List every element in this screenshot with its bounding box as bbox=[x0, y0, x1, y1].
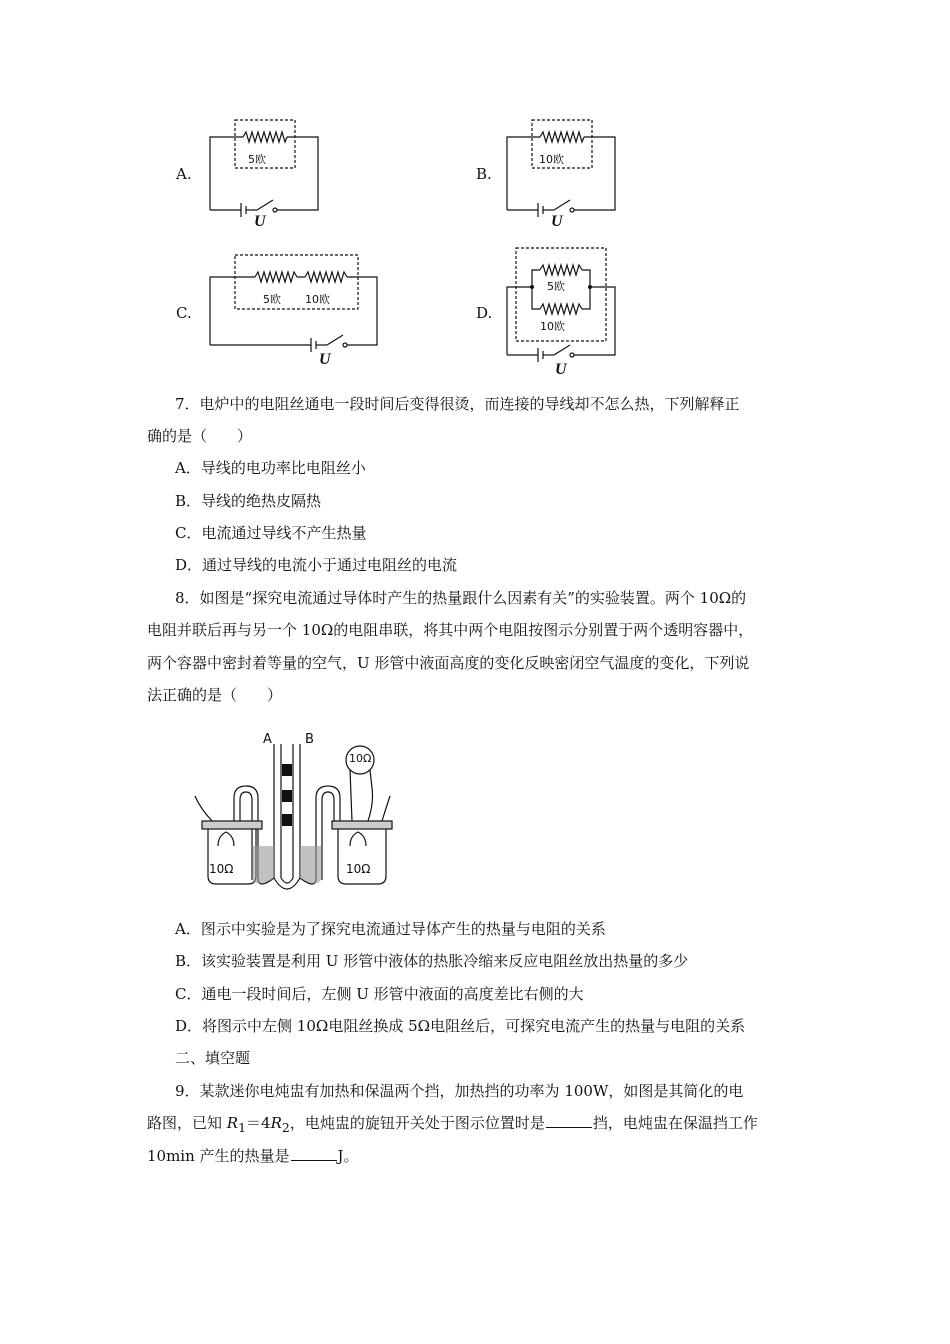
q8-stem-line4: 法正确的是（ ） bbox=[147, 686, 283, 704]
resistor-label-b: 10欧 bbox=[539, 153, 564, 166]
q9-text: J。 bbox=[337, 1147, 359, 1165]
top-resistor-label: 10Ω bbox=[349, 752, 372, 765]
q7-option-b: B．导线的绝热皮隔热 bbox=[175, 492, 322, 510]
q7-option-a: A．导线的电功率比电阻丝小 bbox=[175, 459, 366, 477]
q9-stem-line1: 9．某款迷你电炖盅有加热和保温两个挡，加热挡的功率为 100W，如图是其简化的电 bbox=[175, 1082, 744, 1100]
q7-option-d: D．通过导线的电流小于通过电阻丝的电流 bbox=[175, 556, 458, 574]
answer-blank-1[interactable] bbox=[546, 1113, 592, 1128]
q8-stem-line2: 电阻并联后再与另一个 10Ω的电阻串联，将其中两个电阻按图示分别置于两个透明容器中， bbox=[147, 621, 754, 639]
option-letter-b: B. bbox=[476, 165, 492, 183]
resistor-label-d2: 10欧 bbox=[540, 320, 565, 333]
q8-option-a: A．图示中实验是为了探究电流通过导体产生的热量与电阻的关系 bbox=[175, 920, 606, 938]
tube-label-b: B bbox=[305, 732, 314, 747]
q9-text: 10min 产生的热量是 bbox=[147, 1147, 290, 1165]
q7-option-c: C．电流通过导线不产生热量 bbox=[175, 524, 367, 542]
section-title: 二、填空题 bbox=[175, 1049, 251, 1067]
q9-text: ，电炖盅的旋钮开关处于图示位置时是 bbox=[289, 1114, 545, 1132]
q8-stem-line3: 两个容器中密封着等量的空气，U 形管中液面高度的变化反映密闭空气温度的变化，下列说 bbox=[147, 654, 750, 672]
voltage-label-a: U bbox=[254, 213, 266, 230]
right-resistor-label: 10Ω bbox=[346, 862, 371, 876]
q9-text: 挡，电炖盅在保温挡工作 bbox=[592, 1114, 758, 1132]
resistor-label-c2: 10欧 bbox=[305, 293, 330, 306]
tube-label-a: A bbox=[263, 732, 272, 747]
circuit-diagram-c bbox=[205, 250, 385, 375]
q9-stem-line3 bbox=[147, 1144, 817, 1168]
q8-stem-line1: 8．如图是“探究电流通过导体时产生的热量跟什么因素有关”的实验装置。两个 10Ω的 bbox=[175, 589, 747, 607]
q8-option-d: D．将图示中左侧 10Ω电阻丝换成 5Ω电阻丝后，可探究电流产生的热量与电阻的关系 bbox=[175, 1017, 746, 1035]
voltage-label-c: U bbox=[319, 351, 331, 368]
r1-symbol: R bbox=[226, 1114, 239, 1132]
voltage-label-b: U bbox=[551, 213, 563, 230]
option-letter-c: C. bbox=[176, 304, 192, 322]
option-letter-a: A. bbox=[176, 165, 192, 183]
circuit-diagram-d bbox=[502, 243, 622, 363]
q9-text: 路图，已知 bbox=[147, 1114, 227, 1132]
option-letter-d: D. bbox=[476, 304, 493, 322]
r2-subscript: 2 bbox=[281, 1120, 290, 1135]
q8-option-b: B．该实验装置是利用 U 形管中液体的热胀冷缩来反应电阻丝放出热量的多少 bbox=[175, 952, 689, 970]
voltage-label-d: U bbox=[555, 361, 567, 378]
answer-blank-2[interactable] bbox=[291, 1146, 337, 1161]
left-resistor-label: 10Ω bbox=[209, 862, 234, 876]
r2-symbol: R bbox=[270, 1114, 282, 1132]
q7-stem-line1: 7．电炉中的电阻丝通电一段时间后变得很烫，而连接的导线却不怎么热，下列解释正 bbox=[175, 395, 740, 413]
q7-stem-line2: 确的是（ ） bbox=[147, 427, 253, 445]
r1-subscript: 1 bbox=[238, 1120, 247, 1135]
resistor-label-d1: 5欧 bbox=[547, 280, 565, 293]
q9-stem-line2 bbox=[147, 1111, 817, 1140]
q9-equals: ＝4 bbox=[246, 1114, 271, 1132]
q8-option-c: C．通电一段时间后，左侧 U 形管中液面的高度差比右侧的大 bbox=[175, 985, 584, 1003]
resistor-label-a: 5欧 bbox=[248, 153, 266, 166]
resistor-label-c1: 5欧 bbox=[263, 293, 281, 306]
